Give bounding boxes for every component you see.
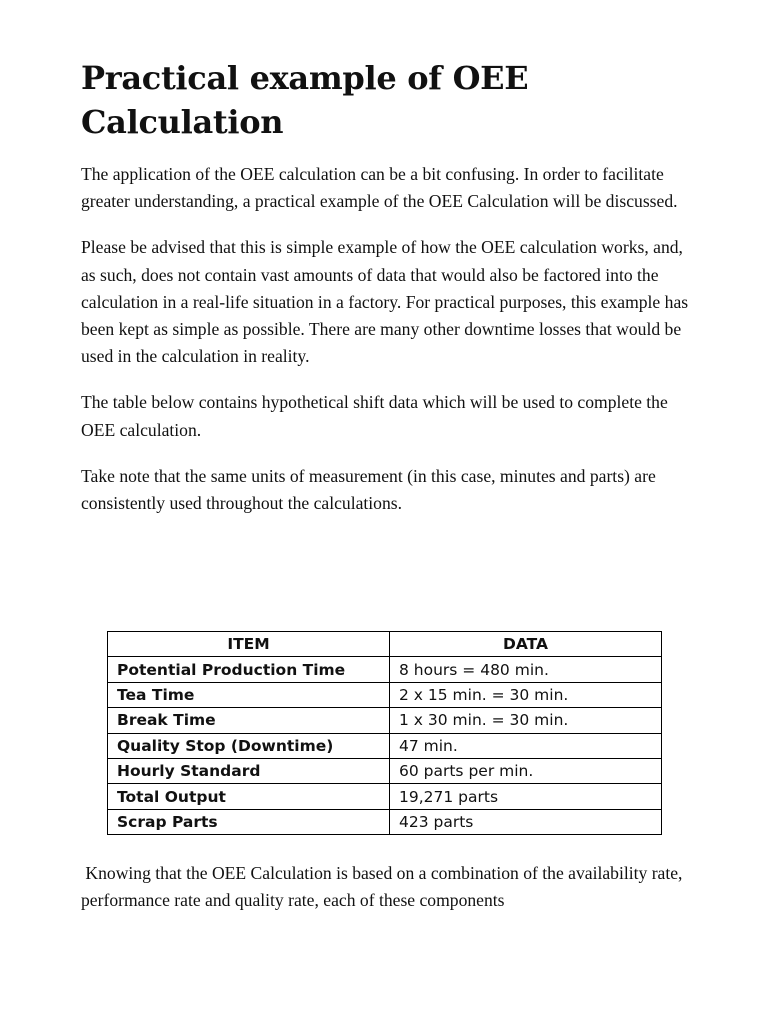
table-row xyxy=(108,708,662,733)
table-cell-item: Total Output xyxy=(108,784,390,809)
table-row xyxy=(108,758,662,783)
table-row xyxy=(108,733,662,758)
paragraph-table-intro: The table below contains hypothetical shift data which will be used to complete the OEE calculation. xyxy=(81,392,668,440)
table-row xyxy=(108,657,662,682)
paragraph-disclaimer: Please be advised that this is simple example of how the OEE calculation works, and, as such, does not contain vast amounts of data that would also be factored into the calculation in a real-life situation in a factory. For practical purposes, this example has been kept as simple as possible. There are many other downtime losses that would be used in the calculation in reality. xyxy=(81,237,689,367)
table-cell-data: 60 parts per min. xyxy=(390,758,662,783)
table-cell-data: 8 hours = 480 min. xyxy=(390,657,662,682)
page-title: Practical example of OEE Calculation xyxy=(81,59,529,141)
table-cell-data: 19,271 parts xyxy=(390,784,662,809)
table-row xyxy=(108,784,662,809)
table-row xyxy=(108,682,662,707)
table-header-data: DATA xyxy=(390,632,662,657)
table-cell-item: Tea Time xyxy=(108,682,390,707)
table-header-item: ITEM xyxy=(108,632,390,657)
shift-data-table xyxy=(107,631,662,835)
table-row xyxy=(108,809,662,834)
table-cell-item: Potential Production Time xyxy=(108,657,390,682)
paragraph-units-note: Take note that the same units of measurement (in this case, minutes and parts) are consistently used throughout the calculations. xyxy=(81,465,656,514)
table-cell-data: 423 parts xyxy=(390,809,662,834)
paragraph-intro: The application of the OEE calculation can be a bit confusing. In order to facilitate greater understanding, a practical example of the OEE Calculation will be discussed. xyxy=(81,164,678,212)
paragraph-closing: Knowing that the OEE Calculation is based on a combination of the availability rate, performance rate and quality rate, each of these components xyxy=(81,863,687,911)
table-cell-data: 47 min. xyxy=(390,733,662,758)
table-cell-data: 1 x 30 min. = 30 min. xyxy=(390,708,662,733)
shift-data-table-container xyxy=(107,631,662,835)
table-header-row xyxy=(108,632,662,657)
table-cell-item: Quality Stop (Downtime) xyxy=(108,733,390,758)
closing-section xyxy=(81,860,701,933)
table-cell-item: Break Time xyxy=(108,708,390,733)
table-cell-item: Scrap Parts xyxy=(108,809,390,834)
table-cell-data: 2 x 15 min. = 30 min. xyxy=(390,682,662,707)
table-cell-item: Hourly Standard xyxy=(108,758,390,783)
document-page xyxy=(81,56,691,536)
